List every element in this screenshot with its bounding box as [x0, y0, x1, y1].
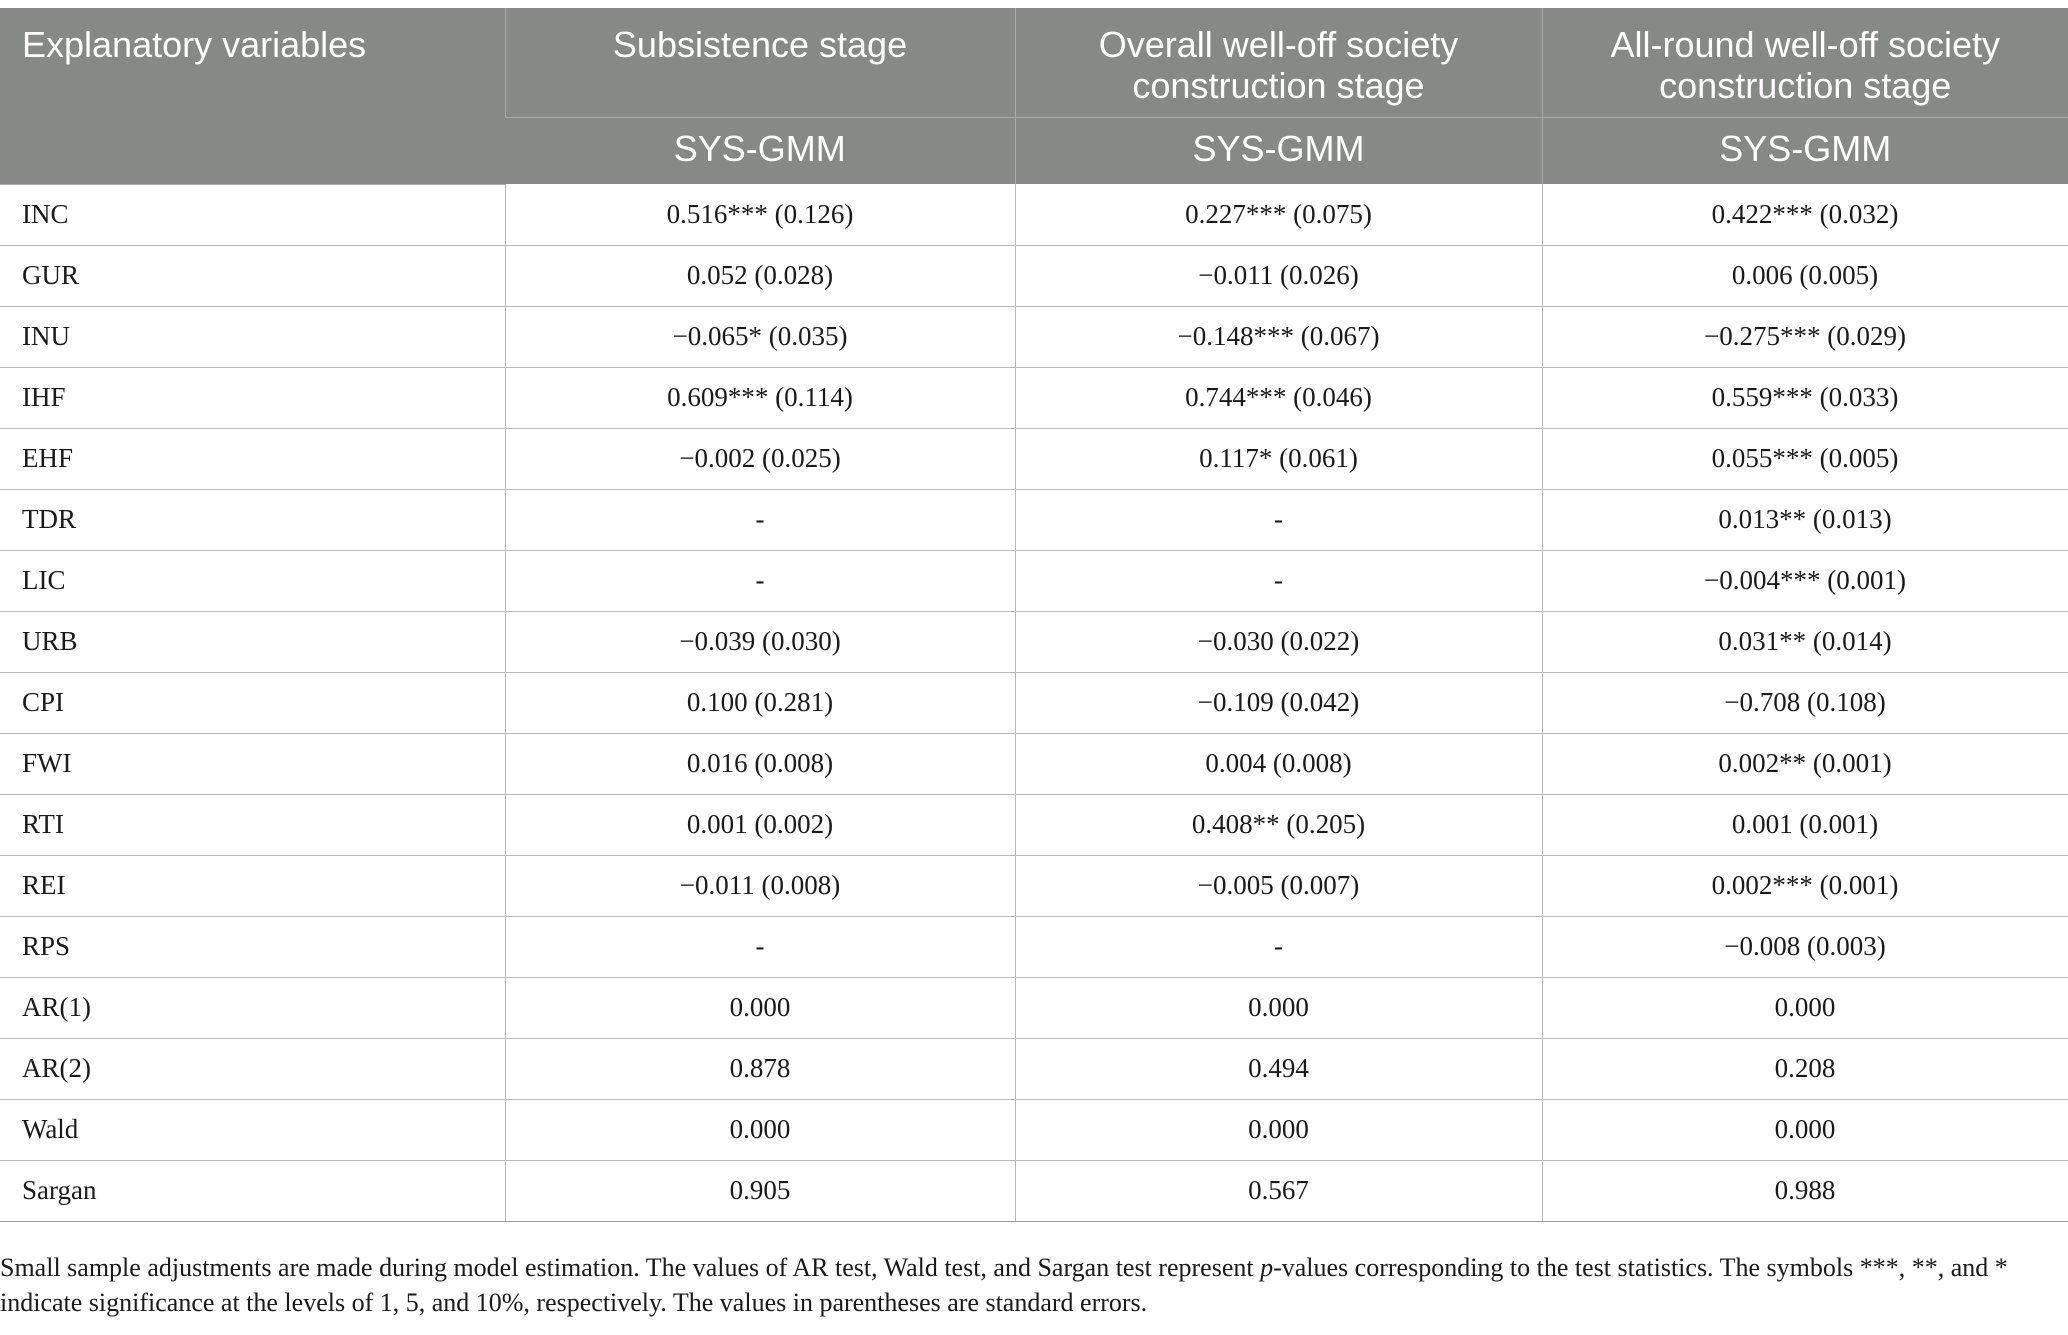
table-row: [0, 245, 2068, 306]
cell-overall-well-off-stage: -: [1015, 550, 1542, 611]
cell-all-round-well-off-stage: 0.055*** (0.005): [1542, 428, 2068, 489]
cell-all-round-well-off-stage: −0.008 (0.003): [1542, 916, 2068, 977]
table-row: [0, 672, 2068, 733]
footnote-text-1: Small sample adjustments are made during model estimation. The values of AR test, Wald test, and Sargan test represent: [0, 1253, 1261, 1282]
cell-subsistence-stage: 0.905: [505, 1160, 1015, 1221]
cell-overall-well-off-stage: -: [1015, 489, 1542, 550]
table-row: [0, 916, 2068, 977]
cell-all-round-well-off-stage: 0.422*** (0.032): [1542, 184, 2068, 245]
row-variable-name: INU: [0, 306, 505, 367]
table-row: [0, 184, 2068, 245]
cell-overall-well-off-stage: −0.005 (0.007): [1015, 855, 1542, 916]
cell-overall-well-off-stage: 0.567: [1015, 1160, 1542, 1221]
table-row: [0, 1099, 2068, 1160]
cell-overall-well-off-stage: -: [1015, 916, 1542, 977]
header-method-2: SYS-GMM: [1015, 117, 1542, 184]
cell-overall-well-off-stage: 0.744*** (0.046): [1015, 367, 1542, 428]
cell-all-round-well-off-stage: −0.275*** (0.029): [1542, 306, 2068, 367]
cell-all-round-well-off-stage: 0.000: [1542, 1099, 2068, 1160]
cell-subsistence-stage: 0.000: [505, 1099, 1015, 1160]
row-variable-name: EHF: [0, 428, 505, 489]
cell-subsistence-stage: 0.016 (0.008): [505, 733, 1015, 794]
row-variable-name: URB: [0, 611, 505, 672]
table-row: [0, 367, 2068, 428]
table-row: [0, 733, 2068, 794]
cell-subsistence-stage: −0.065* (0.035): [505, 306, 1015, 367]
cell-overall-well-off-stage: 0.117* (0.061): [1015, 428, 1542, 489]
cell-subsistence-stage: −0.011 (0.008): [505, 855, 1015, 916]
cell-subsistence-stage: 0.052 (0.028): [505, 245, 1015, 306]
cell-overall-well-off-stage: 0.000: [1015, 977, 1542, 1038]
cell-all-round-well-off-stage: 0.002*** (0.001): [1542, 855, 2068, 916]
cell-overall-well-off-stage: 0.004 (0.008): [1015, 733, 1542, 794]
header-method-3: SYS-GMM: [1542, 117, 2068, 184]
cell-all-round-well-off-stage: −0.004*** (0.001): [1542, 550, 2068, 611]
table-row: [0, 1160, 2068, 1221]
cell-subsistence-stage: 0.516*** (0.126): [505, 184, 1015, 245]
row-variable-name: INC: [0, 184, 505, 245]
row-variable-name: TDR: [0, 489, 505, 550]
cell-all-round-well-off-stage: 0.208: [1542, 1038, 2068, 1099]
table-row: [0, 428, 2068, 489]
cell-all-round-well-off-stage: 0.000: [1542, 977, 2068, 1038]
table-row: [0, 1038, 2068, 1099]
cell-subsistence-stage: 0.001 (0.002): [505, 794, 1015, 855]
header-explanatory-variables: Explanatory variables: [0, 8, 505, 184]
table-row: [0, 489, 2068, 550]
cell-overall-well-off-stage: −0.030 (0.022): [1015, 611, 1542, 672]
cell-overall-well-off-stage: 0.000: [1015, 1099, 1542, 1160]
table-row: [0, 550, 2068, 611]
header-subsistence-stage: Subsistence stage: [505, 8, 1015, 117]
cell-all-round-well-off-stage: 0.001 (0.001): [1542, 794, 2068, 855]
cell-overall-well-off-stage: 0.494: [1015, 1038, 1542, 1099]
footnote-italic-p: p: [1260, 1253, 1274, 1282]
cell-all-round-well-off-stage: 0.988: [1542, 1160, 2068, 1221]
cell-subsistence-stage: 0.100 (0.281): [505, 672, 1015, 733]
header-method-1: SYS-GMM: [505, 117, 1015, 184]
cell-all-round-well-off-stage: −0.708 (0.108): [1542, 672, 2068, 733]
row-variable-name: RTI: [0, 794, 505, 855]
table-footnote: [0, 1250, 2060, 1320]
cell-overall-well-off-stage: −0.148*** (0.067): [1015, 306, 1542, 367]
row-variable-name: AR(1): [0, 977, 505, 1038]
cell-all-round-well-off-stage: 0.559*** (0.033): [1542, 367, 2068, 428]
cell-overall-well-off-stage: −0.011 (0.026): [1015, 245, 1542, 306]
cell-all-round-well-off-stage: 0.002** (0.001): [1542, 733, 2068, 794]
table-row: [0, 611, 2068, 672]
table-row: [0, 977, 2068, 1038]
cell-all-round-well-off-stage: 0.031** (0.014): [1542, 611, 2068, 672]
cell-subsistence-stage: -: [505, 916, 1015, 977]
row-variable-name: REI: [0, 855, 505, 916]
row-variable-name: AR(2): [0, 1038, 505, 1099]
cell-subsistence-stage: −0.039 (0.030): [505, 611, 1015, 672]
regression-results-table: [0, 8, 2068, 1222]
cell-subsistence-stage: 0.000: [505, 977, 1015, 1038]
row-variable-name: GUR: [0, 245, 505, 306]
cell-subsistence-stage: -: [505, 550, 1015, 611]
footnote-text-2: -values corresponding to the test statistics. The symbols ***, **, and * indicate significance at the levels of 1, 5, and 10%, respectively. The values in parentheses are standard errors.: [0, 1253, 2008, 1317]
header-all-round-well-off-stage: All-round well-off society construction stage: [1542, 8, 2068, 117]
row-variable-name: Wald: [0, 1099, 505, 1160]
row-variable-name: Sargan: [0, 1160, 505, 1221]
header-row-stages: [0, 8, 2068, 117]
header-overall-well-off-stage: Overall well-off society construction stage: [1015, 8, 1542, 117]
cell-subsistence-stage: 0.609*** (0.114): [505, 367, 1015, 428]
table-row: [0, 855, 2068, 916]
table-row: [0, 306, 2068, 367]
row-variable-name: CPI: [0, 672, 505, 733]
row-variable-name: IHF: [0, 367, 505, 428]
cell-all-round-well-off-stage: 0.013** (0.013): [1542, 489, 2068, 550]
cell-overall-well-off-stage: 0.408** (0.205): [1015, 794, 1542, 855]
cell-subsistence-stage: 0.878: [505, 1038, 1015, 1099]
table-body: [0, 184, 2068, 1221]
row-variable-name: RPS: [0, 916, 505, 977]
cell-overall-well-off-stage: −0.109 (0.042): [1015, 672, 1542, 733]
table-header: [0, 8, 2068, 184]
cell-subsistence-stage: -: [505, 489, 1015, 550]
row-variable-name: FWI: [0, 733, 505, 794]
row-variable-name: LIC: [0, 550, 505, 611]
cell-overall-well-off-stage: 0.227*** (0.075): [1015, 184, 1542, 245]
table-row: [0, 794, 2068, 855]
cell-subsistence-stage: −0.002 (0.025): [505, 428, 1015, 489]
cell-all-round-well-off-stage: 0.006 (0.005): [1542, 245, 2068, 306]
results-table-container: [0, 8, 2068, 1222]
